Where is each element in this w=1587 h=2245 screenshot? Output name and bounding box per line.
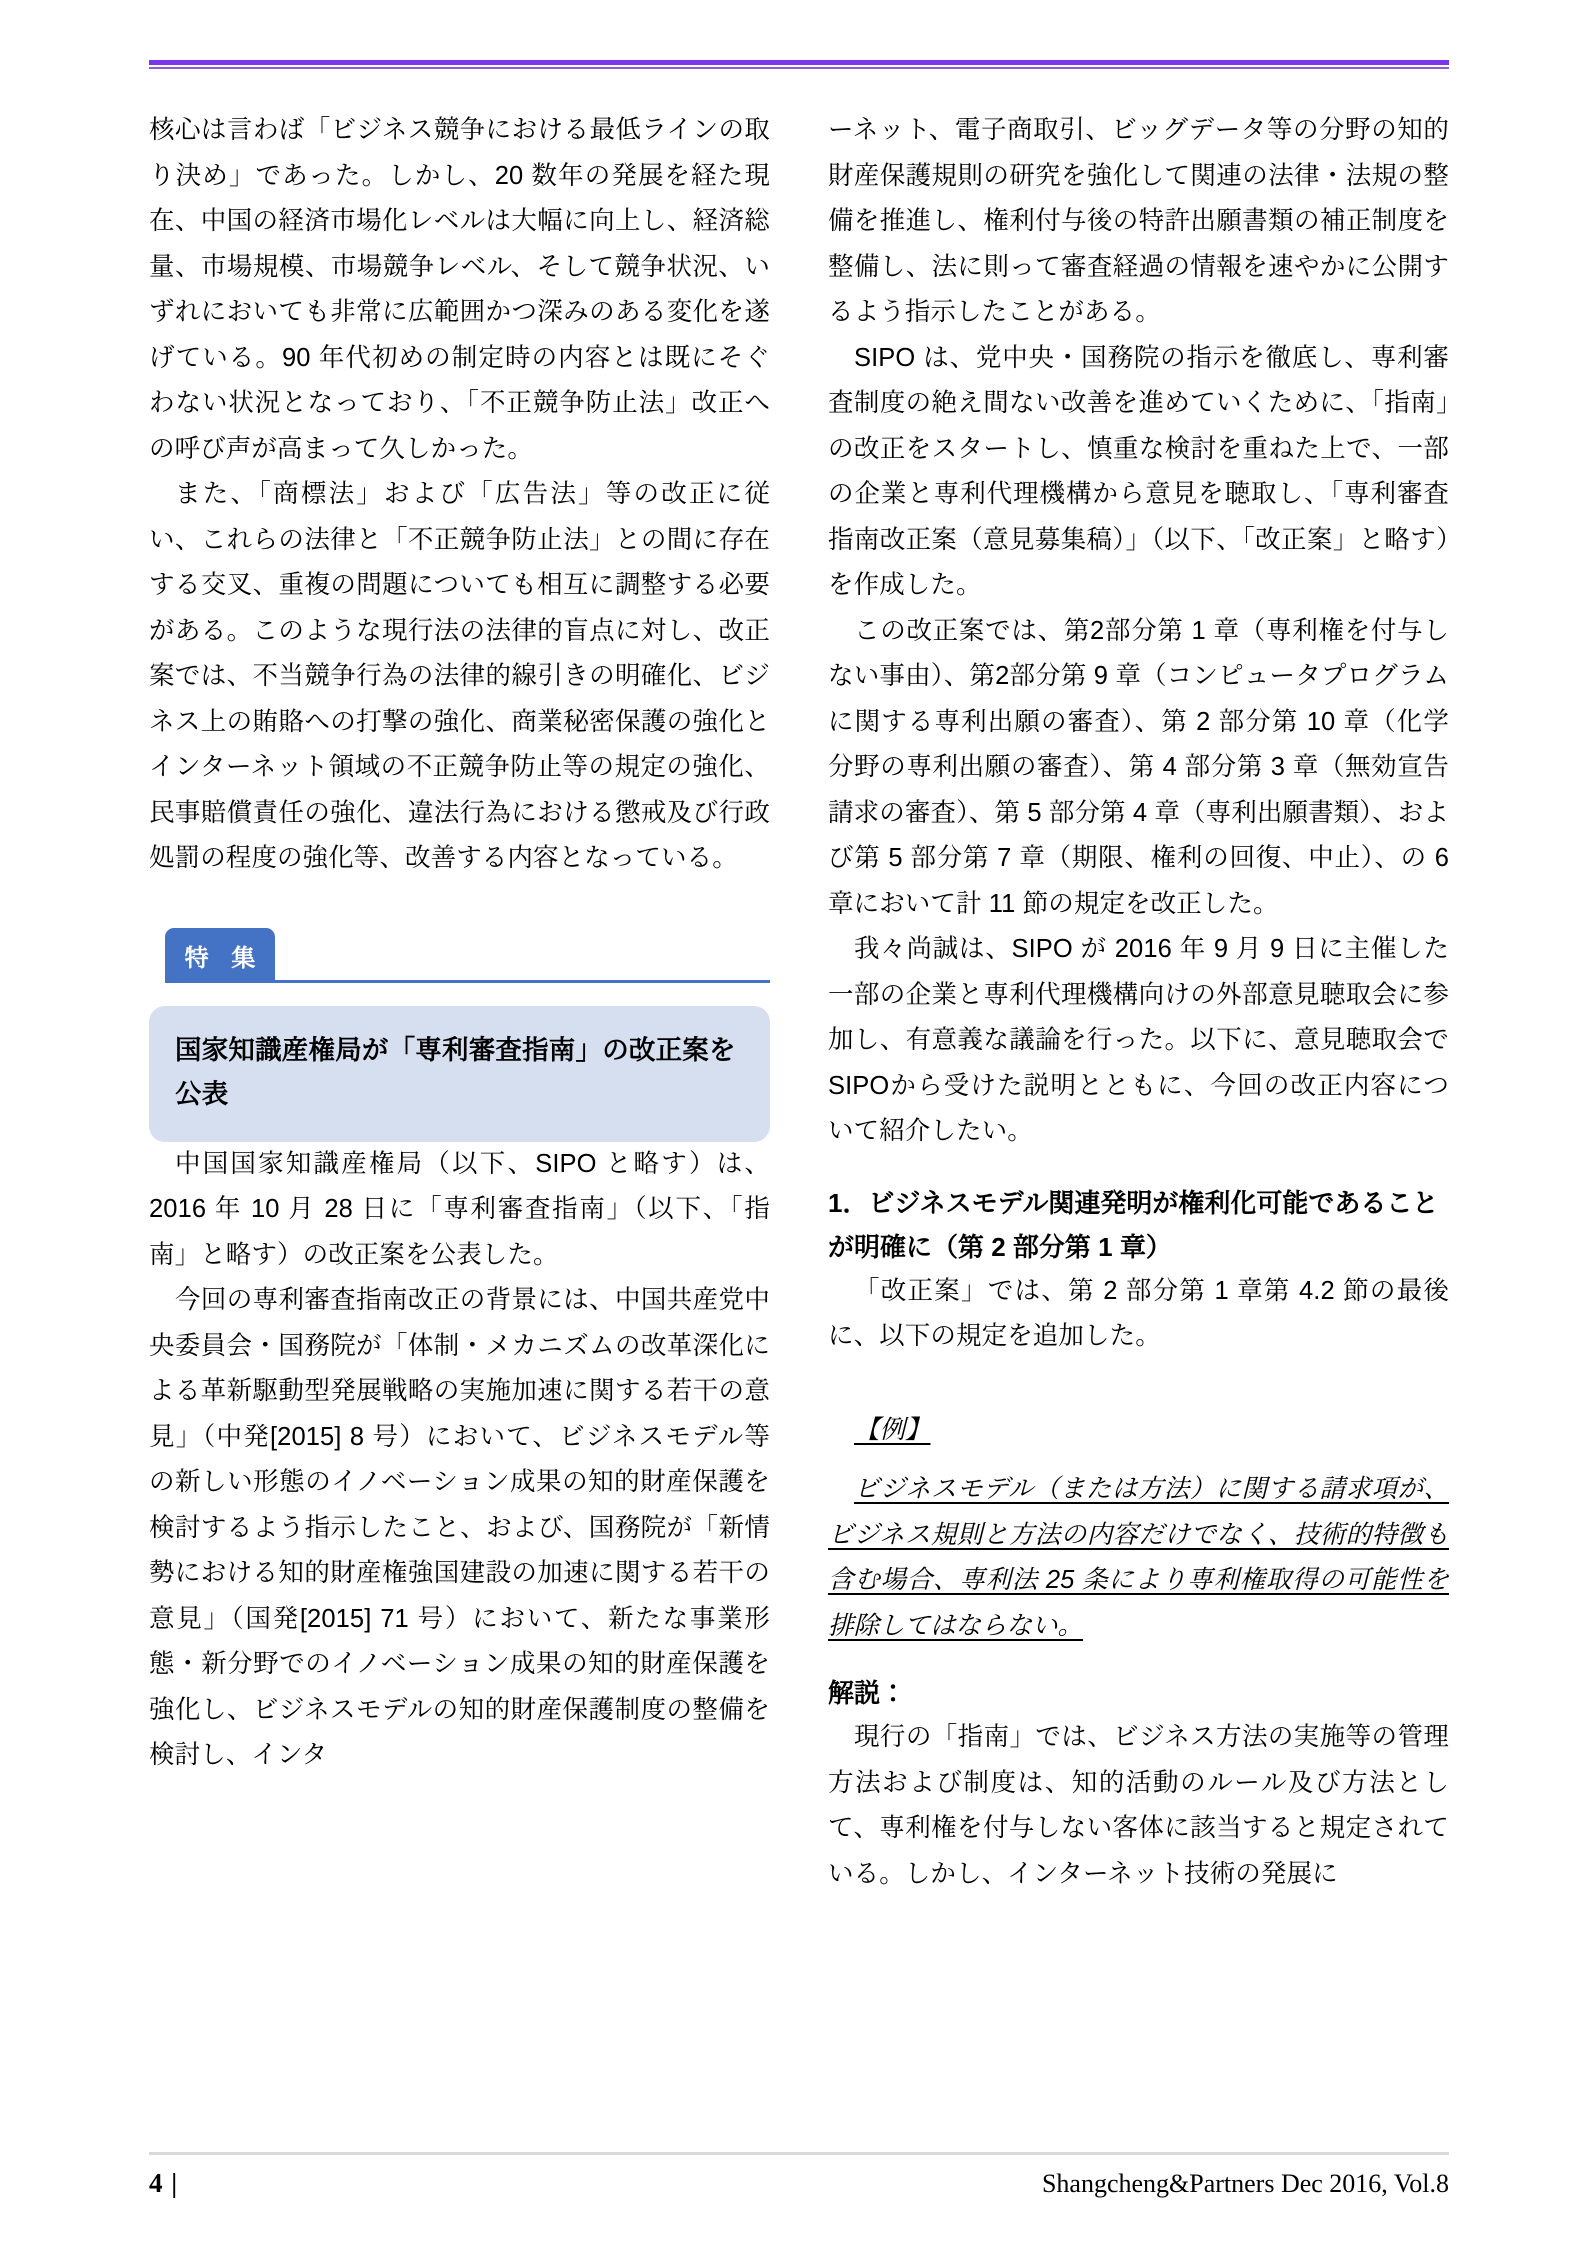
paragraph-internet-bigdata: ーネット、電子商取引、ビッグデータ等の分野の知的財産保護規則の研究を強化して関連の法律・法規の整備を推進し、権利付与後の特許出願書類の補正制度を整備し、法に則って審査経過の情報を速やかに公開するよう指示したことがある。 <box>828 116 1449 326</box>
header-rule-thin <box>149 67 1449 69</box>
example-label-wrapper <box>828 1382 1449 1454</box>
footer-rule <box>149 2152 1449 2155</box>
left-column <box>149 108 770 1897</box>
feature-badge: 特 集 <box>165 928 275 983</box>
right-column <box>828 108 1449 1897</box>
paragraph-continuation: 核心は言わば「ビジネス競争における最低ラインの取り決め」であった。しかし、20 数年の発展を経た現在、中国の経済市場化レベルは大幅に向上し、経済総量、市場規模、市場競争レベル、そして競争状況、いずれにおいても非常に広範囲かつ深みのある変化を遂げている。90 年代初めの制定時の内容とは既にそぐわない状況となっており、「不正競争防止法」改正への呼び声が高まって久しかった。 <box>149 116 770 463</box>
page-footer <box>149 2152 1449 2199</box>
paragraph-revised-chapters: この改正案では、第2部分第 1 章（専利権を付与しない事由）、第2部分第 9 章（コンピュータプログラムに関する専利出願の審査）、第 2 部分第 10 章（化学分野の専利出願の審査）、第 4 部分第 3 章（無効宣告請求の審査）、第 5 部分第 4 章（専利出願書類）、および第 5 部分第 7 章（期限、権利の回復、中止）、の 6 章において計 11 節の規定を改正した。 <box>828 616 1449 918</box>
page-number: 4 | <box>149 2168 179 2198</box>
feature-header-rule <box>275 980 770 983</box>
paragraph-sipo-announcement: 中国国家知識産権局（以下、SIPO と略す）は、2016 年 10 月 28 日に「専利審査指南」（以下、「指南」と略す）の改正案を公表した。 <box>149 1149 770 1269</box>
article-title: 国家知識産権局が「専利審査指南」の改正案を公表 <box>175 1034 736 1109</box>
example-label: 【例】 <box>854 1415 931 1444</box>
paragraph-hearing-participation: 我々尚誠は、SIPO が 2016 年 9 月 9 日に主催した一部の企業と専利代理機構向けの外部意見聴取会に参加し、有意義な議論を行った。以下に、意見聴取会でSIPOから受けた説明とともに、今回の改正内容について紹介したい。 <box>828 935 1449 1145</box>
paragraph-trademark-advertising-law: また、「商標法」および「広告法」等の改正に従い、これらの法律と「不正競争防止法」との間に存在する交叉、重複の問題についても相互に調整する必要がある。このような現行法の法律的盲点に対し、改正案では、不当競争行為の法律的線引きの明確化、ビジネス上の賄賂への打撃の強化、商業秘密保護の強化とインターネット領域の不正競争防止等の規定の強化、民事賠償責任の強化、違法行為における懲戒及び行政処罰の程度の強化等、改善する内容となっている。 <box>149 480 770 872</box>
example-quoted-provision: ビジネスモデル（または方法）に関する請求項が、ビジネス規則と方法の内容だけでなく、技術的特徴も含む場合、専利法 25 条により専利権取得の可能性を排除してはならない。 <box>828 1475 1449 1640</box>
commentary-label: 解説： <box>828 1678 907 1708</box>
two-column-body <box>149 108 1449 1897</box>
paragraph-background: 今回の専利審査指南改正の背景には、中国共産党中央委員会・国務院が「体制・メカニズムの改革深化による革新駆動型発展戦略の実施加速に関する若干の意見」（中発[2015] 8 号）において、ビジネスモデル等の新しい形態のイノベーション成果の知的財産保護を検討するよう指示したこと、および、国務院が「新情勢における知的財産権強国建設の加速に関する若干の意見」（国発[2015] 71 号）において、新たな事業形態・新分野でのイノベーション成果の知的財産保護を強化し、ビジネスモデルの知的財産保護制度の整備を検討し、インタ <box>149 1286 770 1769</box>
paragraph-sipo-revision-start: SIPO は、党中央・国務院の指示を徹底し、専利審査制度の絶え間ない改善を進めていくために、「指南」の改正をスタートし、慎重な検討を重ねた上で、一部の企業と専利代理機構から意見を聴取し、「専利審査指南改正案（意見募集稿）」（以下、「改正案」と略す）を作成した。 <box>828 343 1449 599</box>
paragraph-commentary: 現行の「指南」では、ビジネス方法の実施等の管理方法および制度は、知的活動のルール及び方法として、専利権を付与しない客体に該当すると規定されている。しかし、インターネット技術の発展に <box>828 1723 1449 1888</box>
footer-source: Shangcheng&Partners Dec 2016, Vol.8 <box>1041 2169 1449 2198</box>
paragraph-added-provision: 「改正案」では、第 2 部分第 1 章第 4.2 節の最後に、以下の規定を追加した。 <box>828 1276 1449 1350</box>
feature-section-header <box>149 928 770 994</box>
footer-row <box>149 2168 1449 2199</box>
header-rule <box>149 60 1449 70</box>
article-title-card <box>149 1006 770 1142</box>
section-heading-1: 1．ビジネスモデル関連発明が権利化可能であることが明確に（第 2 部分第 1 章） <box>828 1187 1439 1262</box>
